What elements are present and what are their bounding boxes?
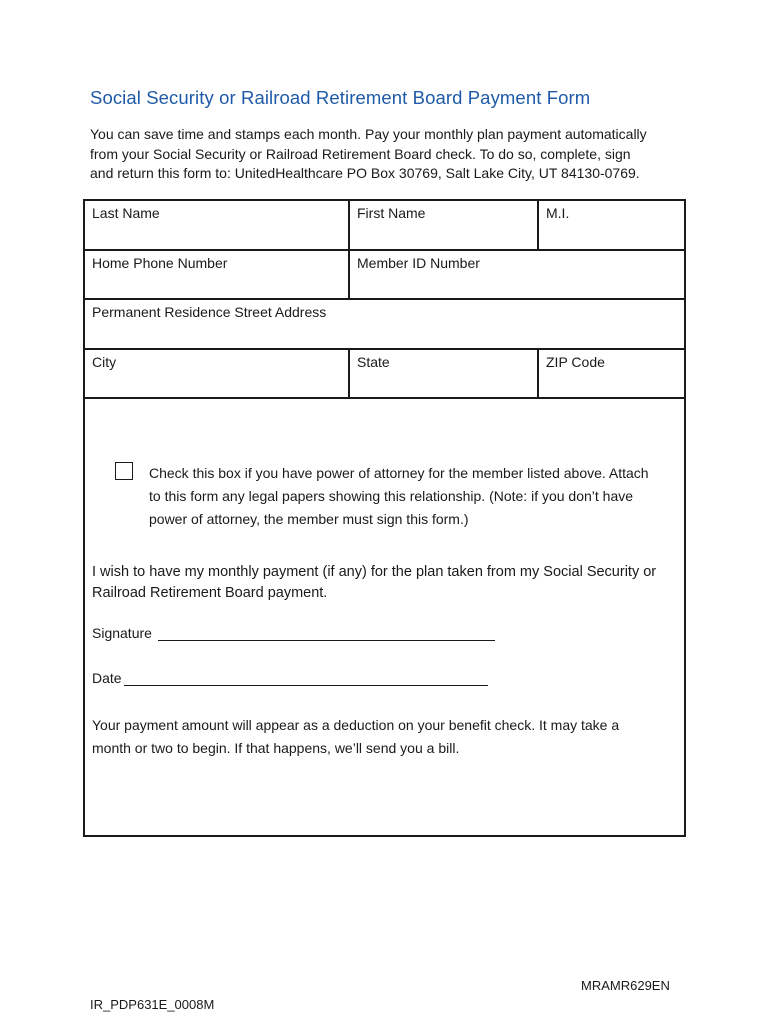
intro-line: You can save time and stamps each month. Pay your monthly plan payment automatically [90,126,647,142]
intro-text [90,125,690,184]
deduction-note [92,714,652,760]
state-label: State [357,354,390,370]
power-of-attorney-checkbox[interactable] [115,462,133,480]
city-field[interactable] [85,350,348,397]
signature-label: Signature [92,625,152,641]
poa-line: Check this box if you have power of attorney for the member listed above. Attach [149,465,649,481]
note-line: Your payment amount will appear as a deduction on your benefit check. It may take a [92,717,620,733]
poa-line: to this form any legal papers showing this relationship. (Note: if you don’t have [149,488,634,504]
date-line[interactable] [124,685,488,686]
member-id-field[interactable] [350,251,684,298]
member-id-label: Member ID Number [357,255,480,271]
note-line: month or two to begin. If that happens, we’ll send you a bill. [92,740,460,756]
street-address-label: Permanent Residence Street Address [92,304,327,320]
last-name-field[interactable] [85,201,348,249]
city-label: City [92,354,117,370]
zip-code-label: ZIP Code [546,354,605,370]
zip-code-field[interactable] [539,350,684,397]
intro-line: and return this form to: UnitedHealthcare PO Box 30769, Salt Lake City, UT 84130-0769. [90,165,640,181]
form-code-right: MRAMR629EN [581,978,670,993]
last-name-label: Last Name [92,205,160,221]
middle-initial-label: M.I. [546,205,570,221]
authorization-statement [92,562,687,604]
row-divider [85,397,684,399]
intro-line: from your Social Security or Railroad Retirement Board check. To do so, complete, sign [90,145,631,162]
home-phone-label: Home Phone Number [92,255,228,271]
street-address-field[interactable] [85,300,684,348]
wish-line: I wish to have my monthly payment (if any) for the plan taken from my Social Security or [92,564,657,580]
signature-line[interactable] [158,640,495,641]
home-phone-field[interactable] [85,251,348,298]
first-name-field[interactable] [350,201,537,249]
state-field[interactable] [350,350,537,397]
date-label: Date [92,670,122,686]
first-name-label: First Name [357,205,426,221]
payment-form [83,199,686,837]
poa-line: power of attorney, the member must sign this form.) [149,511,469,527]
form-title: Social Security or Railroad Retirement Board Payment Form [90,87,591,108]
form-code-left: IR_PDP631E_0008M [90,997,215,1012]
middle-initial-field[interactable] [539,201,684,249]
wish-line: Railroad Retirement Board payment. [92,585,328,601]
power-of-attorney-text [149,462,679,531]
